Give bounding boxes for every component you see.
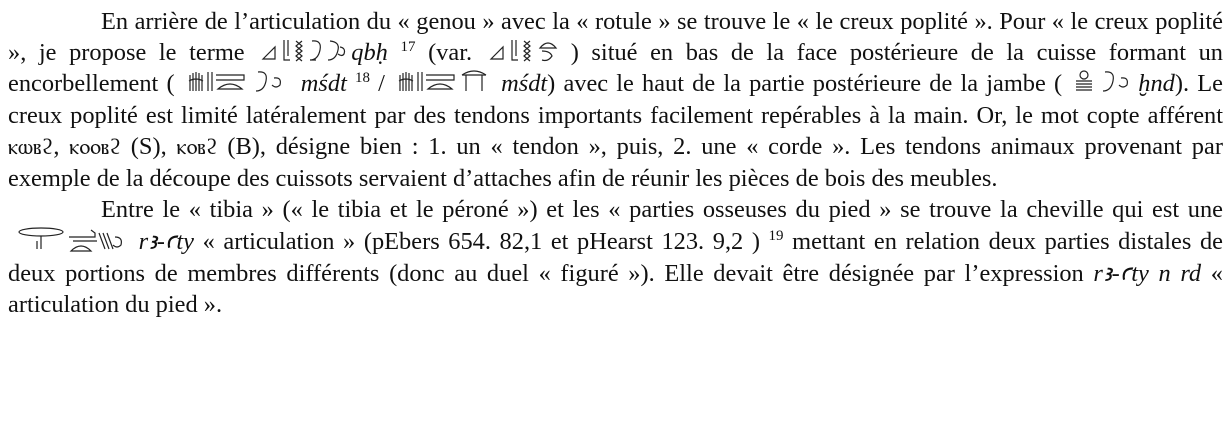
paragraph-1-text-d: ) avec le haut de la partie postérieure de la jambe (: [547, 70, 1063, 98]
paragraph-2-text-a: Entre le « tibia » (« le tibia et le péroné ») et les « parties osseuses du pied » se trouve la cheville qui est une: [101, 196, 1223, 224]
translit-ra-aty-n-rd: [1093, 260, 1201, 287]
coptic-word-3: ⲕⲟⲃϩ: [176, 134, 218, 160]
hieroglyph-ra-aty-icon: [11, 225, 127, 253]
footnote-ref-18[interactable]: 18: [355, 70, 370, 87]
paragraph-1-text-f: (B), désigne bien : 1. un « tendon », puis, 2. une « corde ». Les tendons animaux provenant par exemple de la découpe des cuissots servaient d’attaches afin de réunir les pièces de bois des meubles.: [8, 132, 1223, 193]
coptic-word-1: ⲕⲱⲃϩ: [8, 134, 54, 160]
footnote-ref-17[interactable]: 17: [400, 39, 416, 56]
hieroglyph-qbh-variant-icon: [488, 38, 568, 64]
translit-msdt-1: mśdt: [300, 70, 347, 98]
paragraph-1-text-e: ). Le creux poplité est limité latéralement par des tendons importants facilement repérables à la main. Or, le mot copte afférent: [8, 70, 1223, 129]
hieroglyph-qbh-icon: [260, 38, 348, 64]
paragraph-1-comma: ,: [53, 132, 60, 160]
paragraph-1-dialect-s: (S),: [130, 132, 167, 160]
paragraph-1-slash: /: [378, 70, 385, 98]
coptic-word-2: ⲕⲟⲟⲃϩ: [69, 134, 122, 160]
paragraph-1-text-c: ) situé en bas de la face postérieure de la cuisse formant un encorbellement (: [8, 39, 1223, 98]
hieroglyph-hnd-icon: [1073, 69, 1135, 95]
translit-ra-aty-1-r: r: [138, 228, 149, 256]
paragraph-1-text-b: (var.: [428, 39, 473, 67]
translit-qbh: qbḥ: [351, 39, 388, 67]
translit-ra-aty-2-r: r: [1093, 259, 1103, 287]
paragraph-2-text-d: « articulation du pied ».: [8, 259, 1223, 318]
hieroglyph-msdt-variant-icon: [396, 69, 498, 95]
footnote-ref-19[interactable]: 19: [768, 228, 784, 245]
hieroglyph-msdt-icon: [186, 69, 298, 95]
translit-msdt-2: mśdt: [501, 70, 548, 98]
translit-ra-aty-1: [139, 228, 194, 255]
paragraph-2-text-c: mettant en relation deux parties distales de deux portions de membres différents (donc au duel « figuré »). Elle devait être désignée par l’expression: [8, 228, 1223, 287]
paragraph-1: [8, 6, 1223, 194]
paragraph-2-text-b: « articulation » (pEbers 654. 82,1 et pHearst 123. 9,2 ): [202, 228, 760, 256]
translit-ra-aty-1-aty: -ꜥty: [156, 228, 195, 256]
translit-ra-aty-1-aleph: ꜣ: [148, 228, 157, 256]
translit-ra-aty-2-rest: -ꜥty n rd: [1111, 259, 1202, 287]
translit-ra-aty-2-aleph: ꜣ: [1102, 259, 1112, 287]
paragraph-1-text-a: En arrière de l’articulation du « genou » avec la « rotule » se trouve le « le creux poplité ». Pour « le creux poplité », je propose le terme: [8, 8, 1223, 67]
paragraph-2: [8, 194, 1223, 320]
translit-hnd: ḫnd: [1138, 70, 1175, 98]
